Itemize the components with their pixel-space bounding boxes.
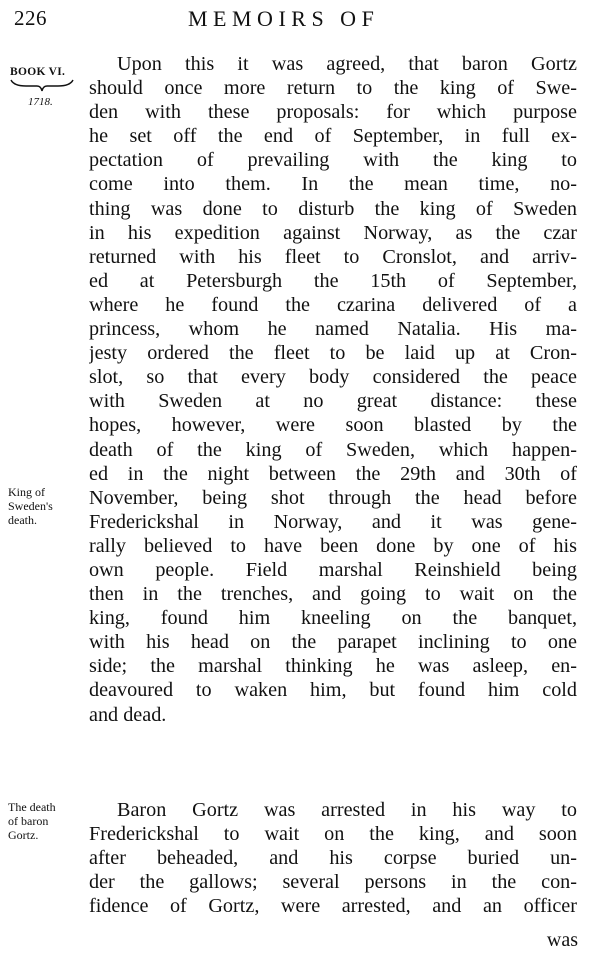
- text-line: der the gallows; several persons in the con-: [89, 871, 577, 894]
- catchword: was: [546, 929, 578, 951]
- page-number: 226: [14, 6, 47, 30]
- text-line: Frederickshal to wait on the king, and soon: [89, 823, 577, 846]
- text-line: pectation of prevailing with the king to: [89, 149, 577, 172]
- margin-note-line: King of: [8, 485, 45, 499]
- text-line: side; the marshal thinking he was asleep, en-: [89, 655, 577, 678]
- margin-note-king-death: [8, 485, 84, 527]
- text-line: then in the trenches, and going to wait on the: [89, 583, 577, 606]
- running-head: MEMOIRS OF: [188, 6, 380, 31]
- text-line: and dead.: [89, 703, 167, 726]
- brace-icon: [10, 78, 74, 92]
- text-line: come into them. In the mean time, no-: [89, 173, 577, 196]
- margin-note-gortz-death: [8, 800, 84, 842]
- text-line: slot, so that every body considered the peace: [89, 366, 577, 389]
- text-line: jesty ordered the fleet to be laid up at Cron-: [89, 342, 577, 365]
- text-line: ed at Petersburgh the 15th of September,: [89, 269, 577, 292]
- text-line: ed in the night between the 29th and 30th of: [89, 462, 577, 485]
- paragraph-1: [89, 52, 577, 727]
- text-line: hopes, however, were soon blasted by the: [89, 414, 577, 437]
- text-line: deavoured to waken him, but found him cold: [89, 679, 577, 702]
- paragraph-2: [89, 798, 577, 918]
- text-line: November, being shot through the head before: [89, 486, 577, 509]
- text-line: in his expedition against Norway, as the czar: [89, 221, 577, 244]
- text-line: returned with his fleet to Cronslot, and arriv-: [89, 245, 577, 268]
- text-line: with his head on the parapet inclining to one: [89, 631, 577, 654]
- text-line: with Sweden at no great distance: these: [89, 390, 577, 413]
- text-line: princess, whom he named Natalia. His ma-: [89, 318, 577, 341]
- text-line: death of the king of Sweden, which happen-: [89, 438, 577, 461]
- text-line: own people. Field marshal Reinshield being: [89, 558, 577, 581]
- text-line: he set off the end of September, in full ex-: [89, 125, 577, 148]
- text-line: Upon this it was agreed, that baron Gortz: [117, 53, 577, 75]
- text-line: where he found the czarina delivered of a: [89, 293, 577, 316]
- text-line: den with these proposals: for which purpose: [89, 101, 577, 124]
- margin-book-label: BOOK VI.: [10, 66, 66, 78]
- text-line: Frederickshal in Norway, and it was gene-: [89, 510, 577, 533]
- text-line: after beheaded, and his corpse buried un-: [89, 847, 577, 870]
- text-line: king, found him kneeling on the banquet,: [89, 607, 577, 630]
- margin-note-line: Sweden's: [8, 499, 53, 513]
- text-line: Baron Gortz was arrested in his way to: [117, 799, 577, 821]
- margin-note-line: The death: [8, 800, 56, 814]
- margin-note-line: death.: [8, 513, 37, 527]
- margin-year: 1718.: [28, 96, 53, 108]
- text-line: thing was done to disturb the king of Sweden: [89, 197, 577, 220]
- text-line: should once more return to the king of Swe-: [89, 77, 577, 100]
- margin-note-line: Gortz.: [8, 828, 39, 842]
- text-line: rally believed to have been done by one of his: [89, 534, 577, 557]
- margin-note-line: of baron: [8, 814, 49, 828]
- text-line: fidence of Gortz, were arrested, and an officer: [89, 895, 577, 918]
